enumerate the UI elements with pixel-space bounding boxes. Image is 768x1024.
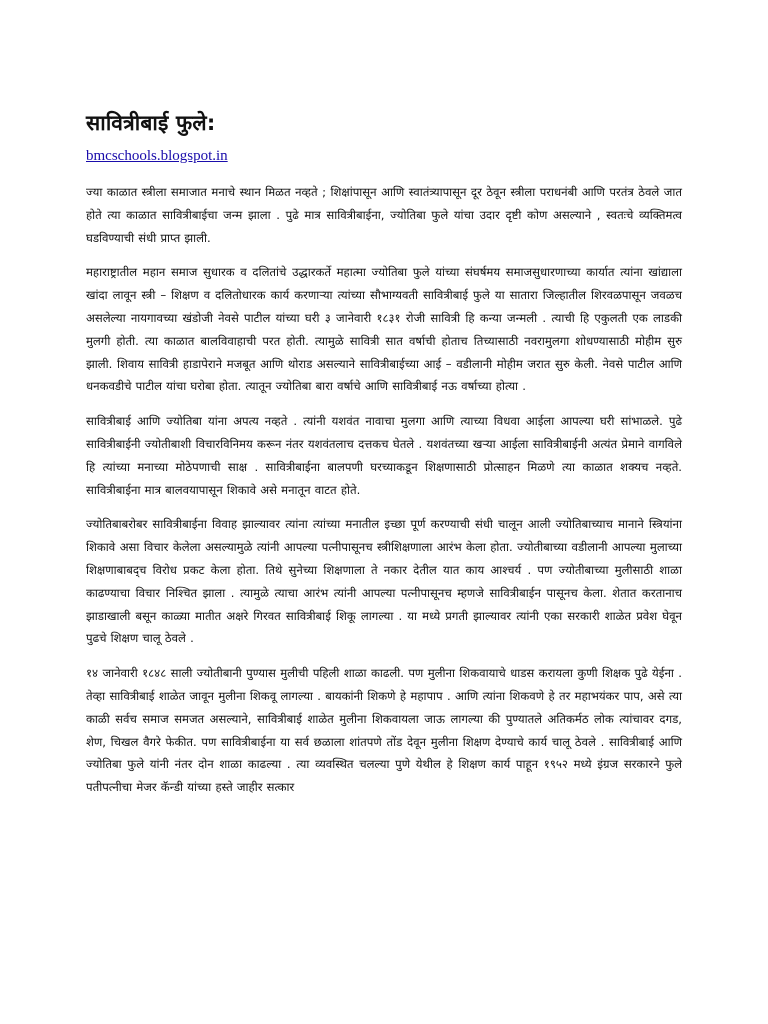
paragraph-5: १४ जानेवारी १८४८ साली ज्योतीबानी पुण्यास मुलीची पहिली शाळा काढली. पण मुलीना शिकवायाचे धाडस करायला कुणी शिक्षक पुढे येईना . तेव्हा सावित्रीबाई शाळेत जावून मुलीना शिकवू लागल्या . बायकांनी शिकणे हे महापाप . आणि त्यांना शिकवणे हे तर महाभयंकर पाप, असे त्या काळी सर्वच समाज समजत असल्याने, सावित्रीबाई शाळेत मुलीना शिकवायला जाऊ लागल्या की पुण्यातले अतिकर्मठ लोक त्यांचावर दगड, शेण, चिखल वैगरे फेकीत. पण सावित्रीबाईना या सर्व छळाला शांतपणे तोंड देवून मुलीना शिक्षण देण्याचे कार्य चालू ठेवले . सावित्रीबाई आणि ज्योतिबा फुले यांनी नंतर दोन शाळा काढल्या . त्या व्यवस्थित चलल्या पुणे येथील हे शिक्षण कार्य पाहून १९५२ मध्ये इंग्रज सरकारने फुले पतीपत्नीचा मेजर कॅन्डी यांच्या हस्ते जाहीर सत्कार xyxy=(86,666,682,795)
source-link[interactable]: bmcschools.blogspot.in xyxy=(86,148,228,164)
page-title: सावित्रीबाई फुले: xyxy=(86,111,216,135)
paragraph-2: महाराष्ट्रातील महान समाज सुधारक व दलितांचे उद्धारकर्ते महात्मा ज्योतिबा फुले यांच्या संघर्षमय समाजसुधारणाच्या कार्यात त्यांना खांद्याला खांदा लावून स्त्री – शिक्षण व दलितोधारक कार्य करणाऱ्या त्यांच्या सौभाग्यवती सावित्रीबाई फुले या सातारा जिल्हातील शिरवळपासून जवळच असलेल्या नायगावच्या खंडोजी नेवसे पाटील यांच्या घरी ३ जानेवारी १८३१ रोजी सावित्री हि कन्या जन्मली . त्याची हि एकुलती एक लाडकी मुलगी होती. त्या काळात बालविवाहाची परत होती. त्यामुळे सावित्री सात वर्षाची होताच तिच्यासाठी नवरामुलगा शोधण्यासाठी मोहीम सुरु झाली. शिवाय सावित्री हाडापेराने मजबूत आणि थोराड असल्याने सावित्रीबाईच्या आई – वडीलानी मोहीम जरात सुरु केली. नेवसे पाटील आणि धनकवडीचे पाटील यांचा घरोबा होता. त्यातून ज्योतिबा बारा वर्षाचे आणि सावित्रीबाई नऊ वर्षाच्या होत्या . xyxy=(86,265,682,394)
paragraph-4: ज्योतिबाबरोबर सावित्रीबाईना विवाह झाल्यावर त्यांना त्यांच्या मनातील इच्छा पूर्ण करण्याची संधी चालून आली ज्योतिबाच्याच मानाने स्त्रियांना शिकावे असा विचार केलेला असल्यामुळे त्यांनी आपल्या पत्नीपासूनच स्त्रीशिक्षणाला आरंभ केला होता. ज्योतीबाच्या वडीलानी आपल्या मुलाच्या शिक्षणाबाबद्च विरोध प्रकट केला होता. तिथे सुनेच्या शिक्षणाला ते नकार देतील यात काय आश्चर्य . पण ज्योतीबाच्या मुलीसाठी शाळा काढण्याचा विचार निश्चित झाला . त्यामुळे त्याचा आरंभ त्यांनी आपल्या पत्नीपासूनच म्हणजे सावित्रीबाईन पासूनच केला. शेतात करतानाच झाडाखाली बसून काळ्या मातीत अक्षरे गिरवत सावित्रीबाई शिकू लागल्या . या मध्ये प्रगती झाल्यावर त्यांनी एका सरकारी शाळेत प्रवेश घेवून पुढचे शिक्षण चालू ठेवले . xyxy=(86,517,682,646)
paragraph-1: ज्या काळात स्त्रीला समाजात मनाचे स्थान मिळत नव्हते ; शिक्षांपासून आणि स्वातंत्र्यापासून दूर ठेवून स्त्रीला पराधनंबी आणि परतंत्र ठेवले जात होते त्या काळात सावित्रीबाईचा जन्म झाला . पुढे मात्र सावित्रीबाईना, ज्योतिबा फुले यांचा उदार दृष्टी कोण असल्याने , स्वतःचे व्यक्तिमत्व घडविण्याची संधी प्राप्त झाली. xyxy=(86,185,682,245)
article-body xyxy=(86,181,682,799)
paragraph-3: सावित्रीबाई आणि ज्योतिबा यांना अपत्य नव्हते . त्यांनी यशवंत नावाचा मुलगा आणि त्याच्या विधवा आईला आपल्या घरी सांभाळले. पुढे सावित्रीबाईनी ज्योतीबाशी विचारविनिमय करून नंतर यशवंतलाच दत्तकच घेतले . यशवंतच्या खऱ्या आईला सावित्रीबाईनी अत्यंत प्रेमाने वागविले हि त्यांच्या मनाच्या मोठेपणाची साक्ष . सावित्रीबाईना बालपणी घरच्याकडून शिक्षणासाठी प्रोत्साहन मिळणे त्या काळात शक्यच नव्हते. सावित्रीबाईना मात्र बालवयापासून शिकावे असे मनातून वाटत होते. xyxy=(86,414,682,497)
